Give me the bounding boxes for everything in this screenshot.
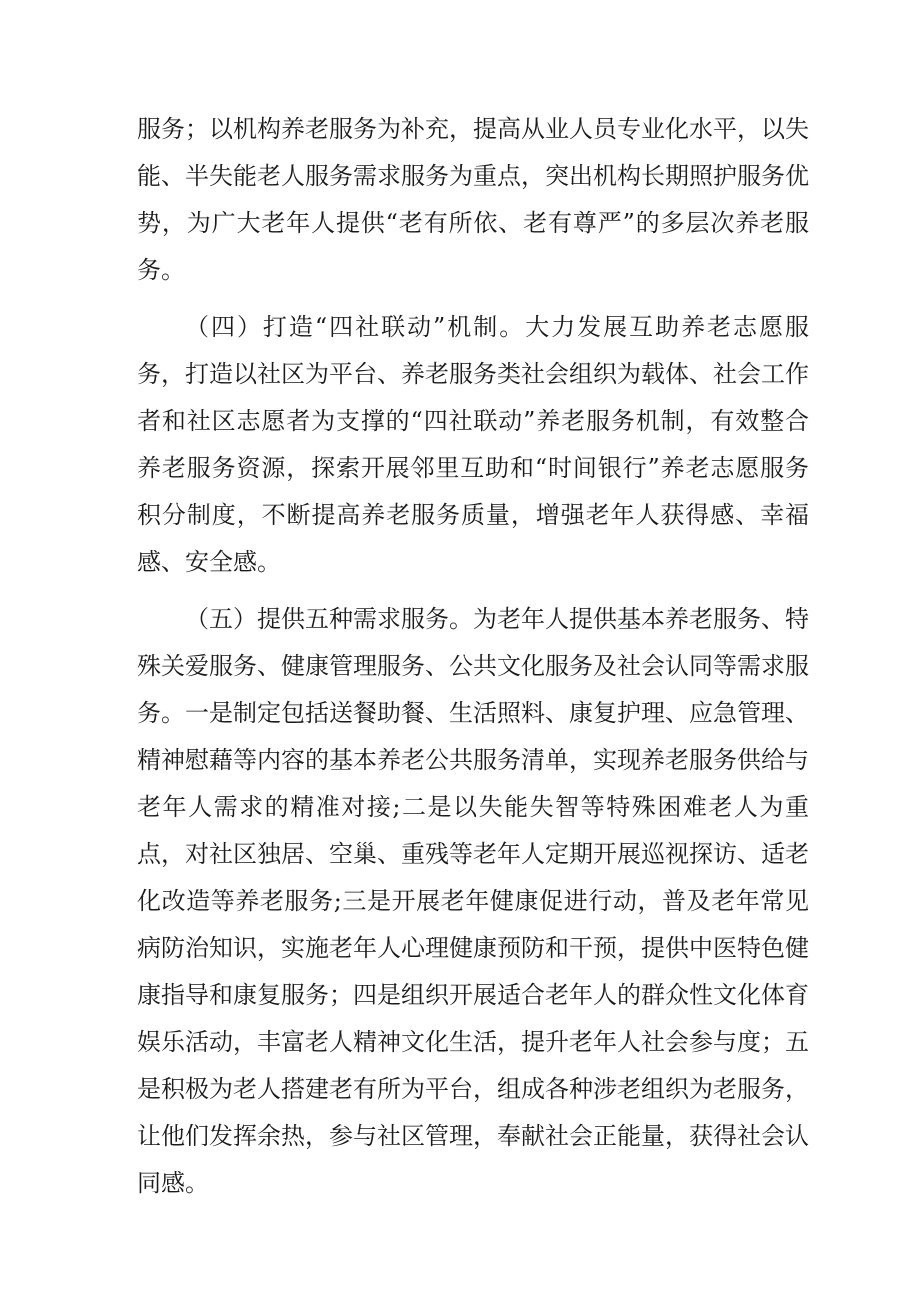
paragraph-continuation: 服务；以机构养老服务为补充，提高从业人员专业化水平，以失能、半失能老人服务需求服务为重点，突出机构长期照护服务优势，为广大老年人提供“老有所依、老有尊严”的多层次养老服务。 — [137, 115, 809, 284]
paragraph-four-community-linkage: （四）打造“四社联动”机制。大力发展互助养老志愿服务，打造以社区为平台、养老服务类社会组织为载体、社会工作者和社区志愿者为支撑的“四社联动”养老服务机制，有效整合养老服务资源，探索开展邻里互助和“时间银行”养老志愿服务积分制度，不断提高养老服务质量，增强老年人获得感、幸福感、安全感。 — [137, 313, 809, 576]
paragraph-five-demand-services: （五）提供五种需求服务。为老年人提供基本养老服务、特殊关爱服务、健康管理服务、公共文化服务及社会认同等需求服务。一是制定包括送餐助餐、生活照料、康复护理、应急管理、精神慰藉等内容的基本养老公共服务清单，实现养老服务供给与老年人需求的精准对接;二是以失能失智等特殊困难老人为重点，对社区独居、空巢、重残等老年人定期开展巡视探访、适老化改造等养老服务;三是开展老年健康促进行动，普及老年常见病防治知识，实施老年人心理健康预防和干预，提供中医特色健康指导和康复服务；四是组织开展适合老年人的群众性文化体育娱乐活动，丰富老人精神文化生活，提升老年人社会参与度；五是积极为老人搭建老有所为平台，组成各种涉老组织为老服务，让他们发挥余热，参与社区管理，奉献社会正能量，获得社会认同感。 — [137, 605, 809, 1197]
document-body — [137, 106, 809, 1217]
